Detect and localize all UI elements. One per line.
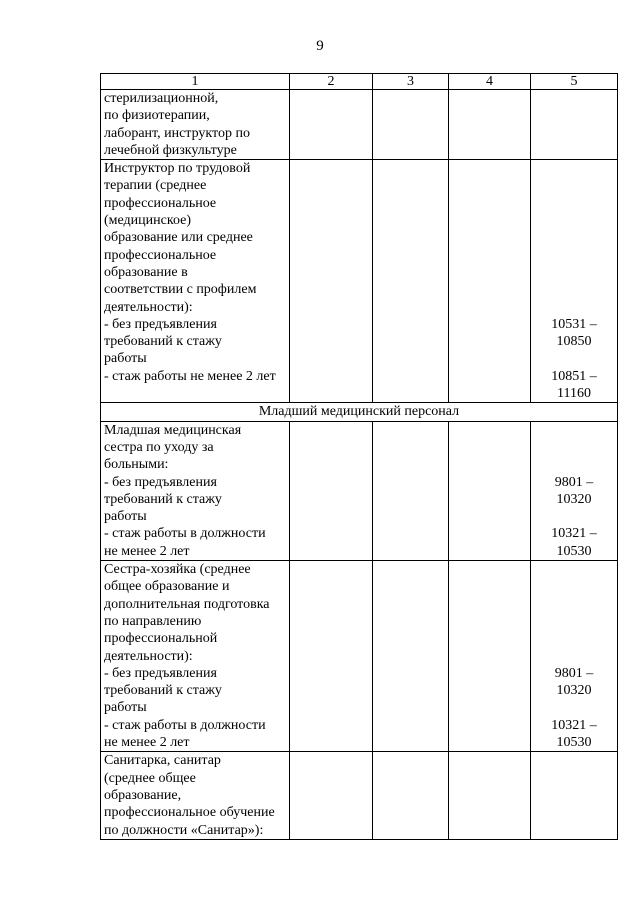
empty-cell-col-4	[449, 752, 531, 839]
salary-value: 10530	[556, 735, 592, 751]
salary-value: 10321 –	[551, 717, 597, 733]
description-line: по физиотерапии,	[104, 108, 210, 124]
description-line: профессиональной	[104, 631, 218, 647]
description-line: сестра по уходу за	[104, 439, 214, 455]
salary-value: 10531 –	[551, 316, 597, 332]
description-line: Младшая медицинская	[104, 422, 242, 438]
salary-value: 10320	[556, 683, 592, 699]
description-line: - стаж работы не менее 2 лет	[104, 368, 276, 384]
description-line: требований к стажу	[104, 491, 222, 507]
table-row	[101, 752, 618, 839]
description-line: Инструктор по трудовой	[104, 161, 251, 177]
description-line: лечебной физкультуре	[104, 142, 237, 158]
description-line: профессиональное	[104, 247, 217, 263]
position-description-cell	[101, 160, 290, 403]
salary-range-cell	[531, 160, 618, 403]
salary-value: 9801 –	[554, 474, 594, 490]
description-line: дополнительная подготовка	[104, 596, 270, 612]
description-line: - без предъявления	[104, 316, 217, 332]
description-line: терапии (среднее	[104, 178, 207, 194]
description-line: образование,	[104, 787, 182, 803]
empty-cell-col-4	[449, 90, 531, 160]
table-header-row	[101, 74, 618, 90]
description-line: (среднее общее	[104, 770, 196, 786]
column-header-1: 1	[101, 74, 290, 90]
description-line: - без предъявления	[104, 474, 217, 490]
table-row	[101, 160, 618, 403]
salary-range-cell	[531, 561, 618, 752]
column-header-3: 3	[373, 74, 449, 90]
description-line: - стаж работы в должности	[104, 526, 266, 542]
salary-table	[100, 73, 618, 840]
salary-value: 10851 –	[551, 368, 597, 384]
description-line: образование в	[104, 264, 188, 280]
section-title: Младший медицинский персонал	[101, 403, 618, 421]
description-line: (медицинское)	[104, 213, 191, 229]
description-line: профессиональное обучение	[104, 805, 275, 821]
description-line: не менее 2 лет	[104, 543, 190, 559]
column-header-2: 2	[290, 74, 373, 90]
description-line: работы	[104, 700, 147, 716]
description-line: Сестра-хозяйка (среднее	[104, 562, 251, 578]
salary-value: 11160	[557, 386, 591, 402]
empty-cell-col-2	[290, 421, 373, 560]
description-line: не менее 2 лет	[104, 735, 190, 750]
description-line: Санитарка, санитар	[104, 753, 221, 769]
empty-cell-col-3	[373, 561, 449, 752]
salary-value: 10320	[556, 491, 592, 507]
description-line: больными:	[104, 457, 169, 473]
description-line: деятельности):	[104, 648, 193, 664]
position-description-cell	[101, 561, 290, 752]
section-row	[101, 403, 618, 421]
position-description-cell	[101, 752, 290, 839]
description-line: профессиональное	[104, 195, 217, 211]
description-line: стерилизационной,	[104, 91, 219, 106]
salary-value: 10850	[556, 334, 592, 350]
salary-value: 10530	[556, 543, 592, 559]
empty-cell-col-3	[373, 90, 449, 160]
empty-cell-col-4	[449, 421, 531, 560]
empty-cell-col-3	[373, 752, 449, 839]
salary-range-cell	[531, 421, 618, 560]
salary-value: 10321 –	[551, 526, 597, 542]
table-row	[101, 421, 618, 560]
description-line: - стаж работы в должности	[104, 717, 266, 733]
description-line: требований к стажу	[104, 683, 222, 699]
salary-range-cell	[531, 90, 618, 160]
description-line: деятельности):	[104, 299, 193, 315]
description-line: по направлению	[104, 613, 202, 629]
description-line: требований к стажу	[104, 334, 222, 350]
salary-value: 9801 –	[554, 665, 594, 681]
position-description-cell	[101, 421, 290, 560]
table-row	[101, 90, 618, 160]
description-line: образование или среднее	[104, 230, 253, 246]
description-line: работы	[104, 509, 147, 525]
empty-cell-col-2	[290, 561, 373, 752]
description-line: лаборант, инструктор по	[104, 125, 250, 141]
empty-cell-col-3	[373, 421, 449, 560]
empty-cell-col-4	[449, 561, 531, 752]
empty-cell-col-2	[290, 90, 373, 160]
empty-cell-col-4	[449, 160, 531, 403]
description-line: по должности «Санитар»):	[104, 822, 264, 838]
empty-cell-col-3	[373, 160, 449, 403]
salary-range-cell	[531, 752, 618, 839]
page-number: 9	[316, 38, 324, 54]
description-line: - без предъявления	[104, 665, 217, 681]
table-body	[101, 90, 618, 840]
table-row	[101, 561, 618, 752]
description-line: соответствии с профилем	[104, 282, 257, 298]
empty-cell-col-2	[290, 752, 373, 839]
column-header-4: 4	[449, 74, 531, 90]
column-header-5: 5	[531, 74, 618, 90]
position-description-cell	[101, 90, 290, 160]
description-line: общее образование и	[104, 579, 230, 595]
empty-cell-col-2	[290, 160, 373, 403]
description-line: работы	[104, 351, 147, 367]
